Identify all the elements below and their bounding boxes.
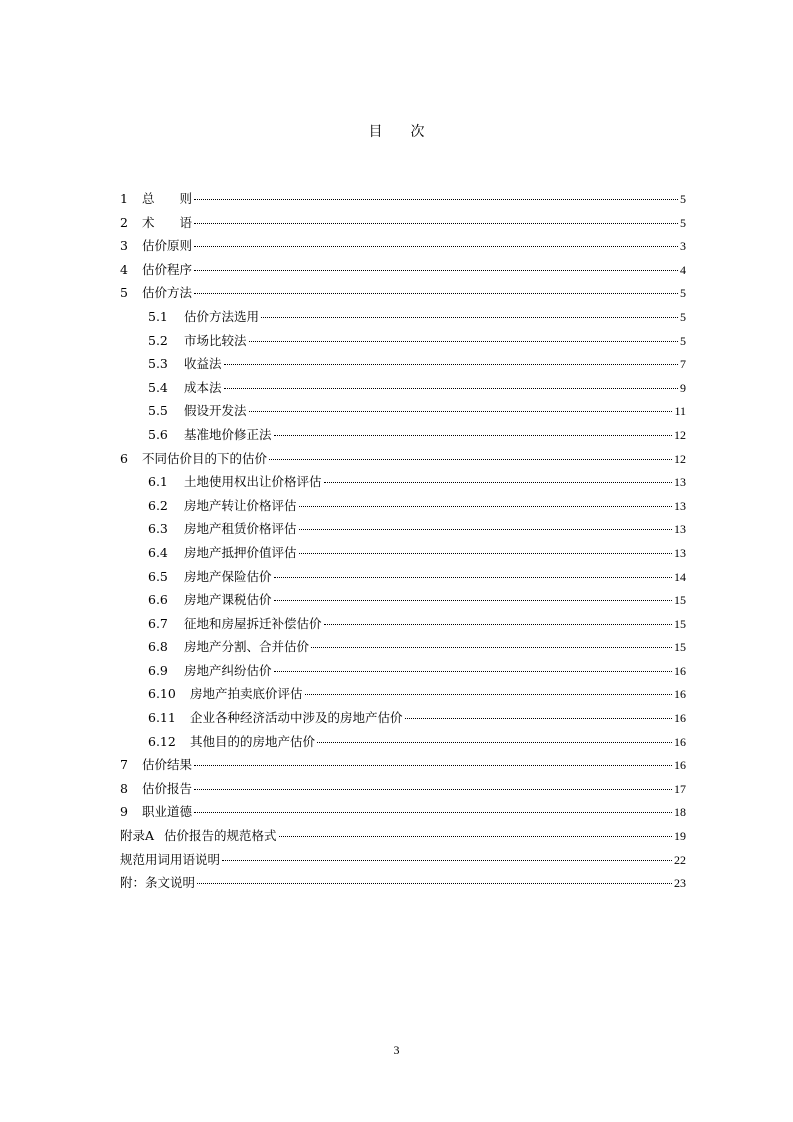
- toc-entry-number: 6.5: [148, 568, 168, 584]
- table-of-contents: [120, 189, 686, 897]
- toc-entry[interactable]: [120, 779, 686, 803]
- toc-entry[interactable]: [120, 708, 686, 732]
- toc-entry-label: 房地产分割、合并估价: [184, 639, 310, 655]
- dot-leader: [274, 434, 672, 436]
- toc-entry-label: 征地和房屋拆迁补偿估价: [184, 615, 322, 631]
- toc-entry-label: 假设开发法: [184, 403, 247, 419]
- toc-entry[interactable]: [120, 307, 686, 331]
- dot-leader: [224, 387, 678, 389]
- toc-title-left: 目: [368, 124, 383, 140]
- toc-entry-page: 13: [674, 545, 686, 560]
- toc-entry-number: 9: [120, 804, 128, 820]
- toc-title-right: 次: [410, 124, 425, 140]
- dot-leader: [194, 269, 678, 271]
- toc-entry-page: 4: [680, 262, 686, 277]
- toc-entry-label: 房地产纠纷估价: [184, 662, 272, 678]
- toc-entry-number: 4: [120, 261, 128, 277]
- dot-leader: [311, 646, 672, 648]
- toc-entry[interactable]: [120, 543, 686, 567]
- toc-entry-page: 13: [674, 522, 686, 537]
- toc-entry[interactable]: [120, 354, 686, 378]
- toc-entry-page: 19: [674, 829, 686, 844]
- toc-entry-number: 6.12: [148, 733, 176, 749]
- dot-leader: [194, 198, 678, 200]
- toc-entry-page: 5: [680, 192, 686, 206]
- toc-entry[interactable]: [120, 873, 686, 897]
- toc-entry-number: 2: [120, 214, 128, 230]
- toc-entry-page: 16: [674, 687, 686, 702]
- dot-leader: [194, 811, 672, 813]
- toc-entry[interactable]: [120, 637, 686, 661]
- toc-entry-page: 14: [674, 569, 686, 584]
- toc-entry-number: 7: [120, 757, 128, 773]
- toc-entry[interactable]: [120, 755, 686, 779]
- dot-leader: [274, 599, 672, 601]
- toc-entry-number: 6: [120, 450, 128, 466]
- toc-entry-page: 5: [680, 333, 686, 348]
- dot-leader: [194, 764, 672, 766]
- toc-entry[interactable]: [120, 378, 686, 402]
- toc-entry-number: 5.2: [148, 332, 168, 348]
- toc-entry[interactable]: [120, 661, 686, 685]
- toc-entry-number: 8: [120, 780, 128, 796]
- dot-leader: [249, 340, 678, 342]
- toc-entry-page: 3: [680, 239, 686, 254]
- toc-entry-number: 6.3: [148, 521, 168, 537]
- dot-leader: [299, 552, 672, 554]
- toc-entry-number: 6.2: [148, 497, 168, 513]
- toc-entry-label: 估价方法: [142, 285, 193, 301]
- toc-entry-number: 5.1: [148, 308, 168, 324]
- toc-entry[interactable]: [120, 590, 686, 614]
- toc-entry-label: 房地产转让价格评估: [184, 497, 297, 513]
- dot-leader: [305, 693, 672, 695]
- toc-entry-number: 6.1: [148, 474, 168, 490]
- toc-entry-number: 5.3: [148, 356, 168, 372]
- dot-leader: [194, 245, 678, 247]
- toc-entry-number: 6.4: [148, 544, 168, 560]
- toc-entry-label: 收益法: [184, 356, 222, 372]
- toc-entry-page: 5: [680, 309, 686, 324]
- dot-leader: [274, 670, 672, 672]
- toc-entry-label: 估价程序: [142, 261, 193, 277]
- toc-entry-label: 术 语: [142, 214, 193, 230]
- dot-leader: [197, 882, 672, 884]
- toc-entry-number: 6.11: [148, 710, 176, 726]
- toc-entry-number: 6.6: [148, 592, 168, 608]
- dot-leader: [194, 222, 678, 224]
- dot-leader: [299, 505, 672, 507]
- toc-entry[interactable]: [120, 283, 686, 307]
- toc-entry-label: 不同估价目的下的估价: [142, 450, 268, 466]
- dot-leader: [269, 458, 672, 460]
- toc-entry[interactable]: [120, 826, 686, 850]
- toc-entry-label: 房地产租赁价格评估: [184, 521, 297, 537]
- toc-entry-label: 估价报告: [142, 780, 193, 796]
- toc-entry-number: 1: [120, 191, 128, 206]
- toc-entry[interactable]: [120, 614, 686, 638]
- toc-entry-page: 13: [674, 498, 686, 513]
- toc-entry[interactable]: [120, 567, 686, 591]
- dot-leader: [224, 363, 678, 365]
- dot-leader: [317, 741, 672, 743]
- toc-entry[interactable]: [120, 425, 686, 449]
- toc-entry-label: 估价方法选用: [184, 308, 260, 324]
- dot-leader: [222, 859, 672, 861]
- page-number: 3: [393, 1043, 400, 1057]
- toc-entry-number: 5.5: [148, 403, 168, 419]
- toc-entry-label: 基准地价修正法: [184, 426, 272, 442]
- toc-entry-number: 6.10: [148, 686, 176, 702]
- toc-entry-page: 12: [674, 427, 686, 442]
- toc-entry-number: 3: [120, 238, 128, 254]
- toc-entry-number: 6.8: [148, 639, 168, 655]
- toc-entry-page: 22: [674, 852, 686, 867]
- toc-entry-label: 房地产抵押价值评估: [184, 544, 297, 560]
- dot-leader: [274, 576, 672, 578]
- toc-entry[interactable]: [120, 260, 686, 284]
- toc-entry-number: 附录A: [120, 828, 155, 844]
- dot-leader: [405, 717, 672, 719]
- toc-entry-number: 5: [120, 285, 128, 301]
- toc-entry-page: 15: [674, 616, 686, 631]
- toc-entry-label: 职业道德: [142, 804, 193, 820]
- toc-entry-page: 18: [674, 805, 686, 820]
- toc-entry-page: 16: [674, 758, 686, 773]
- toc-entry-label: 土地使用权出让价格评估: [184, 474, 322, 490]
- dot-leader: [324, 623, 672, 625]
- dot-leader: [194, 292, 678, 294]
- toc-entry-page: 9: [680, 380, 686, 395]
- toc-entry-page: 15: [674, 640, 686, 655]
- dot-leader: [261, 316, 678, 318]
- toc-entry-page: 17: [674, 781, 686, 796]
- toc-entry-label: 估价结果: [142, 757, 193, 773]
- toc-entry-page: 13: [674, 475, 686, 490]
- toc-entry[interactable]: [120, 802, 686, 826]
- toc-entry-number: 6.7: [148, 615, 168, 631]
- dot-leader: [299, 528, 672, 530]
- toc-entry[interactable]: [120, 472, 686, 496]
- toc-entry-page: 11: [674, 404, 686, 419]
- dot-leader: [324, 481, 672, 483]
- toc-entry[interactable]: [120, 401, 686, 425]
- toc-entry-label: 房地产保险估价: [184, 568, 272, 584]
- toc-entry[interactable]: [120, 213, 686, 237]
- dot-leader: [194, 788, 672, 790]
- toc-entry[interactable]: [120, 684, 686, 708]
- toc-entry-label: 其他目的的房地产估价: [190, 733, 316, 749]
- toc-entry[interactable]: [120, 331, 686, 355]
- toc-entry-page: 5: [680, 215, 686, 230]
- toc-entry-label: 规范用词用语说明: [120, 851, 221, 867]
- toc-entry-label: 成本法: [184, 379, 222, 395]
- dot-leader: [279, 835, 672, 837]
- toc-entry[interactable]: [120, 236, 686, 260]
- toc-entry-label: 房地产课税估价: [184, 592, 272, 608]
- toc-entry[interactable]: [120, 519, 686, 543]
- toc-entry-label: 房地产拍卖底价评估: [190, 686, 303, 702]
- toc-entry-page: 15: [674, 593, 686, 608]
- toc-title: [0, 121, 793, 141]
- toc-entry-label: 总 则: [142, 191, 193, 206]
- toc-entry-page: 12: [674, 451, 686, 466]
- toc-entry[interactable]: [120, 732, 686, 756]
- toc-entry-page: 5: [680, 286, 686, 301]
- toc-entry-page: 7: [680, 357, 686, 372]
- toc-entry-label: 企业各种经济活动中涉及的房地产估价: [190, 710, 403, 726]
- toc-entry-page: 16: [674, 734, 686, 749]
- toc-entry[interactable]: [120, 496, 686, 520]
- toc-entry-label: 估价报告的规范格式: [164, 828, 277, 844]
- toc-entry-page: 16: [674, 711, 686, 726]
- toc-entry-page: 23: [674, 876, 686, 891]
- toc-entry[interactable]: [120, 449, 686, 473]
- toc-entry-number: 6.9: [148, 662, 168, 678]
- toc-entry-label: 估价原则: [142, 238, 193, 254]
- toc-entry-label: 市场比较法: [184, 332, 247, 348]
- toc-entry-page: 16: [674, 663, 686, 678]
- toc-entry-number: 5.4: [148, 379, 168, 395]
- toc-entry[interactable]: [120, 189, 686, 213]
- dot-leader: [249, 410, 673, 412]
- toc-entry-number: 5.6: [148, 426, 168, 442]
- toc-entry[interactable]: [120, 850, 686, 874]
- toc-entry-label: 附：条文说明: [120, 875, 196, 891]
